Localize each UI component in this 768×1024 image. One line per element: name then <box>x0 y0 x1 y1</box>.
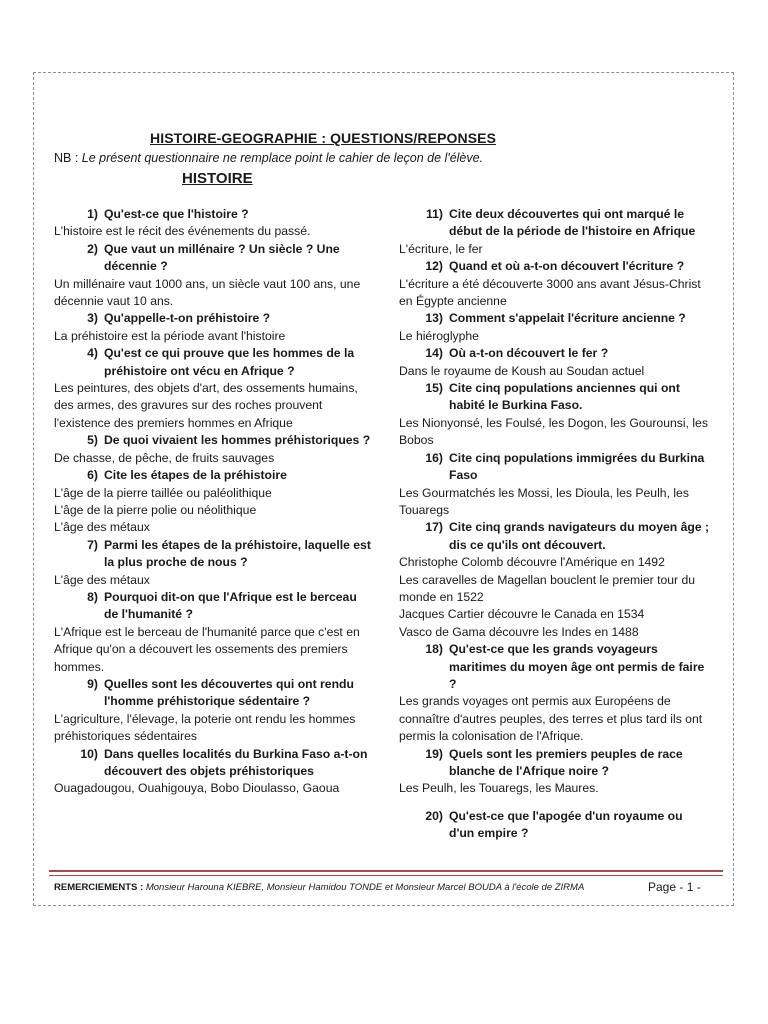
spacer <box>399 798 711 808</box>
question-item <box>399 206 711 241</box>
question-number: 5) <box>87 433 98 448</box>
question-number: 10) <box>80 746 98 761</box>
page-number: Page - 1 - <box>648 880 701 894</box>
question-number: 7) <box>87 537 98 552</box>
question-text: Dans quelles localités du Burkina Faso a-t-on découvert des objets préhistoriques <box>104 746 368 778</box>
question-text: Qu'est-ce que les grands voyageurs maritimes du moyen âge ont permis de faire ? <box>449 642 705 691</box>
question-text: Cite cinq populations anciennes qui ont habité le Burkina Faso. <box>449 381 680 413</box>
question-number: 9) <box>87 676 98 691</box>
question-number: 1) <box>87 207 98 221</box>
question-item <box>54 589 374 624</box>
answer-text: Les Gourmatchés les Mossi, les Dioula, les Peulh, les Touaregs <box>399 485 689 517</box>
footer-credits <box>54 882 584 893</box>
answer-text: Dans le royaume de Koush au Soudan actuel <box>399 363 645 378</box>
question-text: Quand et où a-t-on découvert l'écriture ? <box>449 259 685 274</box>
question-text: Qu'est ce qui prouve que les hommes de la préhistoire ont vécu en Afrique ? <box>104 346 355 378</box>
footer-rule-thin <box>49 875 723 876</box>
question-number: 12) <box>425 259 443 274</box>
question-text: Comment s'appelait l'écriture ancienne ? <box>449 311 686 326</box>
answer-text: Christophe Colomb découvre l'Amérique en 1492 Les caravelles de Magellan bouclent le premier tour du monde en 1522 Jacques Cartier découvre le Canada en 1534 Vasco de Gama découvre les Indes en 1488 <box>399 555 696 639</box>
footer-label: REMERCIEMENTS : <box>54 882 144 893</box>
question-item <box>54 432 374 449</box>
question-text: Qu'est-ce que l'apogée d'un royaume ou d'un empire ? <box>449 808 683 841</box>
question-text: Cite cinq populations immigrées du Burkina Faso <box>449 450 705 483</box>
section-heading: HISTOIRE <box>182 170 253 187</box>
footer-text: Monsieur Harouna KIEBRE, Monsieur Hamidou TONDE et Monsieur Marcel BOUDA à l'école de ZIRMA <box>145 882 585 893</box>
question-item <box>399 380 711 415</box>
question-number: 6) <box>87 468 98 483</box>
answer-text: L'âge des métaux <box>54 572 150 587</box>
question-number: 3) <box>87 311 98 326</box>
answer-text: Les Peulh, les Touaregs, les Maures. <box>399 781 599 796</box>
question-item <box>399 258 711 275</box>
question-item <box>54 345 374 380</box>
question-item <box>54 467 374 484</box>
question-number: 17) <box>425 520 443 535</box>
question-item <box>54 537 374 572</box>
nb-text: Le présent questionnaire ne remplace point le cahier de leçon de l'élève. <box>81 151 484 165</box>
nb-note <box>54 151 483 165</box>
answer-text: La préhistoire est la période avant l'histoire <box>54 328 286 343</box>
question-item <box>54 676 374 711</box>
question-item <box>54 206 374 223</box>
question-item <box>399 746 711 781</box>
answer-text: Le hiéroglyphe <box>399 328 479 343</box>
question-number: 2) <box>87 241 98 256</box>
question-number: 14) <box>425 346 443 361</box>
question-text: Pourquoi dit-on que l'Afrique est le berceau de l'humanité ? <box>104 589 357 622</box>
answer-text: Ouagadougou, Ouahigouya, Bobo Dioulasso, Gaoua <box>54 781 340 796</box>
question-item <box>399 310 711 327</box>
answer-text: Les peintures, des objets d'art, des ossements humains, des armes, des gravures sur des roches prouvent l'existence des premiers hommes en Afrique <box>54 381 358 430</box>
question-item <box>54 746 374 781</box>
question-number: 16) <box>425 450 443 465</box>
question-text: Quelles sont les découvertes qui ont rendu l'homme préhistorique sédentaire ? <box>104 676 354 709</box>
question-item <box>399 345 711 362</box>
question-text: Quels sont les premiers peuples de race blanche de l'Afrique noire ? <box>449 746 683 778</box>
question-item <box>399 641 711 693</box>
answer-text: L'agriculture, l'élevage, la poterie ont rendu les hommes préhistoriques sédentaires <box>54 711 356 744</box>
question-text: Cite deux découvertes qui ont marqué le début de la période de l'histoire en Afrique <box>449 207 696 239</box>
question-item <box>54 241 374 276</box>
answer-text: Les Nionyonsé, les Foulsé, les Dogon, les Gourounsi, les Bobos <box>399 415 708 448</box>
question-text: Cite les étapes de la préhistoire <box>104 468 287 483</box>
question-text: Où a-t-on découvert le fer ? <box>449 346 609 361</box>
question-number: 13) <box>425 311 443 326</box>
right-column <box>399 206 711 843</box>
question-number: 20) <box>425 808 443 823</box>
question-item <box>399 519 711 554</box>
question-item <box>399 450 711 485</box>
answer-text: L'Afrique est le berceau de l'humanité parce que c'est en Afrique qu'on a découvert les ossements des premiers hommes. <box>54 624 360 674</box>
nb-label: NB : <box>54 151 79 165</box>
question-number: 4) <box>87 346 98 361</box>
question-text: Que vaut un millénaire ? Un siècle ? Une décennie ? <box>104 241 340 274</box>
question-number: 8) <box>87 589 98 604</box>
question-text: Parmi les étapes de la préhistoire, laquelle est la plus proche de nous ? <box>104 537 371 570</box>
left-column <box>54 206 374 798</box>
question-text: Qu'appelle-t-on préhistoire ? <box>104 311 271 326</box>
answer-text: Un millénaire vaut 1000 ans, un siècle vaut 100 ans, une décennie vaut 10 ans. <box>54 276 361 309</box>
question-text: De quoi vivaient les hommes préhistoriques ? <box>104 433 371 448</box>
answer-text: L'écriture a été découverte 3000 ans avant Jésus-Christ en Égypte ancienne <box>399 276 701 309</box>
question-number: 15) <box>425 381 443 396</box>
question-text: Qu'est-ce que l'histoire ? <box>104 207 249 221</box>
answer-text: L'âge de la pierre taillée ou paléolithique L'âge de la pierre polie ou néolithique L'âge des métaux <box>54 485 272 535</box>
question-number: 18) <box>425 642 443 657</box>
answer-text: L'écriture, le fer <box>399 241 483 256</box>
answer-text: Les grands voyages ont permis aux Européens de connaître d'autres peuples, des terres et plus tard ils ont permis la colonisation de l'Afrique. <box>399 694 703 744</box>
question-text: Cite cinq grands navigateurs du moyen âge ; dis ce qu'ils ont découvert. <box>449 520 710 552</box>
question-number: 11) <box>426 207 443 221</box>
question-item <box>399 808 711 843</box>
question-item <box>54 310 374 327</box>
document-title: HISTOIRE-GEOGRAPHIE : QUESTIONS/REPONSES <box>150 130 497 146</box>
footer-rule <box>49 870 723 872</box>
answer-text: L'histoire est le récit des événements du passé. <box>54 224 311 239</box>
question-number: 19) <box>425 746 443 761</box>
answer-text: De chasse, de pêche, de fruits sauvages <box>54 450 275 465</box>
